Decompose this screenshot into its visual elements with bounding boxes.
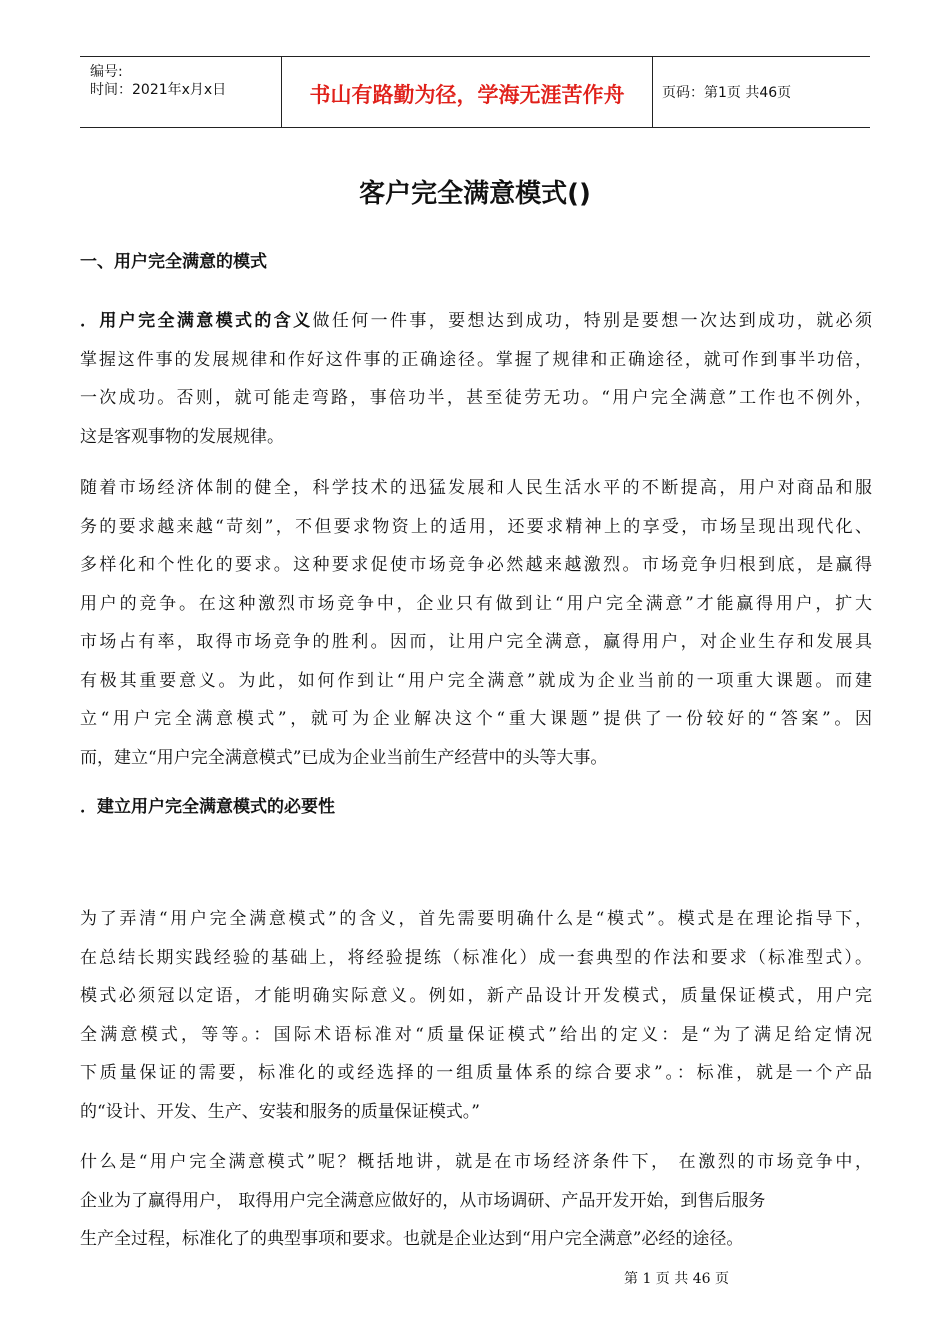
paragraph-line: 立“用户完全满意模式”，就可为企业解决这个“重大课题”提供了一份较好的“答案”。因 <box>80 709 872 729</box>
document-number-label: 编号: <box>90 64 123 80</box>
paragraph-line: 一次成功。否则，就可能走弯路，事倍功半，甚至徒劳无功。“用户完全满意”工作也不例外， <box>80 388 872 408</box>
paragraph-line: 随着市场经济体制的健全，科学技术的迅猛发展和人民生活水平的不断提高，用户对商品和服 <box>80 478 872 498</box>
document-date: 时间：2021年x月x日 <box>90 82 227 98</box>
page-header <box>80 56 870 128</box>
paragraph-1 <box>80 302 872 456</box>
paragraph-line: 企业为了赢得用户， 取得用户完全满意应做好的，从市场调研、产品开发开始，到售后服务 <box>80 1190 766 1211</box>
paragraph-line: 全满意模式，等等。：国际术语标准对“质量保证模式”给出的定义：是“为了满足给定情况 <box>80 1024 872 1045</box>
section-heading-2: ．建立用户完全满意模式的必要性 <box>80 797 335 817</box>
paragraph-line: 务的要求越来越“苛刻”，不但要求物资上的适用，还要求精神上的享受，市场呈现出现代化、 <box>80 516 872 537</box>
paragraph-line: 下质量保证的需要，标准化的或经选择的一组质量体系的综合要求”。：标准，就是一个产品 <box>80 1063 872 1083</box>
paragraph-line: 市场占有率，取得市场竞争的胜利。因而，让用户完全满意，赢得用户，对企业生存和发展具 <box>80 632 872 652</box>
paragraph-4 <box>80 1143 872 1259</box>
paragraph-line: 掌握这件事的发展规律和作好这件事的正确途径。掌握了规律和正确途径，就可作到事半功倍， <box>80 349 872 370</box>
paragraph-line: 生产全过程，标准化了的典型事项和要求。也就是企业达到“用户完全满意”必经的途径。 <box>80 1229 744 1249</box>
paragraph-line: 的“设计、开发、生产、安装和服务的质量保证模式。” <box>80 1101 480 1122</box>
header-page-cell <box>652 57 870 127</box>
paragraph-line: 有极其重要意义。为此，如何作到让“用户完全满意”就成为企业当前的一项重大课题。而建 <box>80 670 872 691</box>
paragraph-line: 而，建立“用户完全满意模式”已成为企业当前生产经营中的头等大事。 <box>80 747 608 768</box>
paragraph-2 <box>80 469 872 777</box>
paragraph-line: 什么是“用户完全满意模式”呢？概括地讲，就是在市场经济条件下， 在激烈的市场竞争中， <box>80 1152 872 1172</box>
paragraph-lead: ．用户完全满意模式的含义 <box>80 311 313 331</box>
paragraph-line: 用户的竞争。在这种激烈市场竞争中，企业只有做到让“用户完全满意”才能赢得用户，扩大 <box>80 593 872 614</box>
header-info-cell <box>80 57 280 127</box>
page-code: 页码：第1页 共46页 <box>662 85 792 101</box>
header-motto-cell <box>281 57 653 127</box>
paragraph-line: ．用户完全满意模式的含义做任何一件事，要想达到成功，特别是要想一次达到成功，就必须 <box>80 311 872 331</box>
paragraph-line: 这是客观事物的发展规律。 <box>80 426 284 447</box>
paragraph-3 <box>80 900 872 1131</box>
page-footer: 第 1 页 共 46 页 <box>624 1271 729 1287</box>
document-title: 客户完全满意模式() <box>359 179 591 209</box>
motto: 书山有路勤为径，学海无涯苦作舟 <box>309 83 625 107</box>
paragraph-line: 在总结长期实践经验的基础上，将经验提练（标准化）成一套典型的作法和要求（标准型式）。 <box>80 947 872 968</box>
paragraph-line: 模式必须冠以定语，才能明确实际意义。例如，新产品设计开发模式，质量保证模式，用户完 <box>80 986 872 1006</box>
paragraph-line: 多样化和个性化的要求。这种要求促使市场竞争必然越来越激烈。市场竞争归根到底，是赢得 <box>80 555 872 575</box>
section-heading-1: 一、用户完全满意的模式 <box>80 252 267 272</box>
paragraph-line: 为了弄清“用户完全满意模式”的含义，首先需要明确什么是“模式”。模式是在理论指导下， <box>80 909 872 929</box>
